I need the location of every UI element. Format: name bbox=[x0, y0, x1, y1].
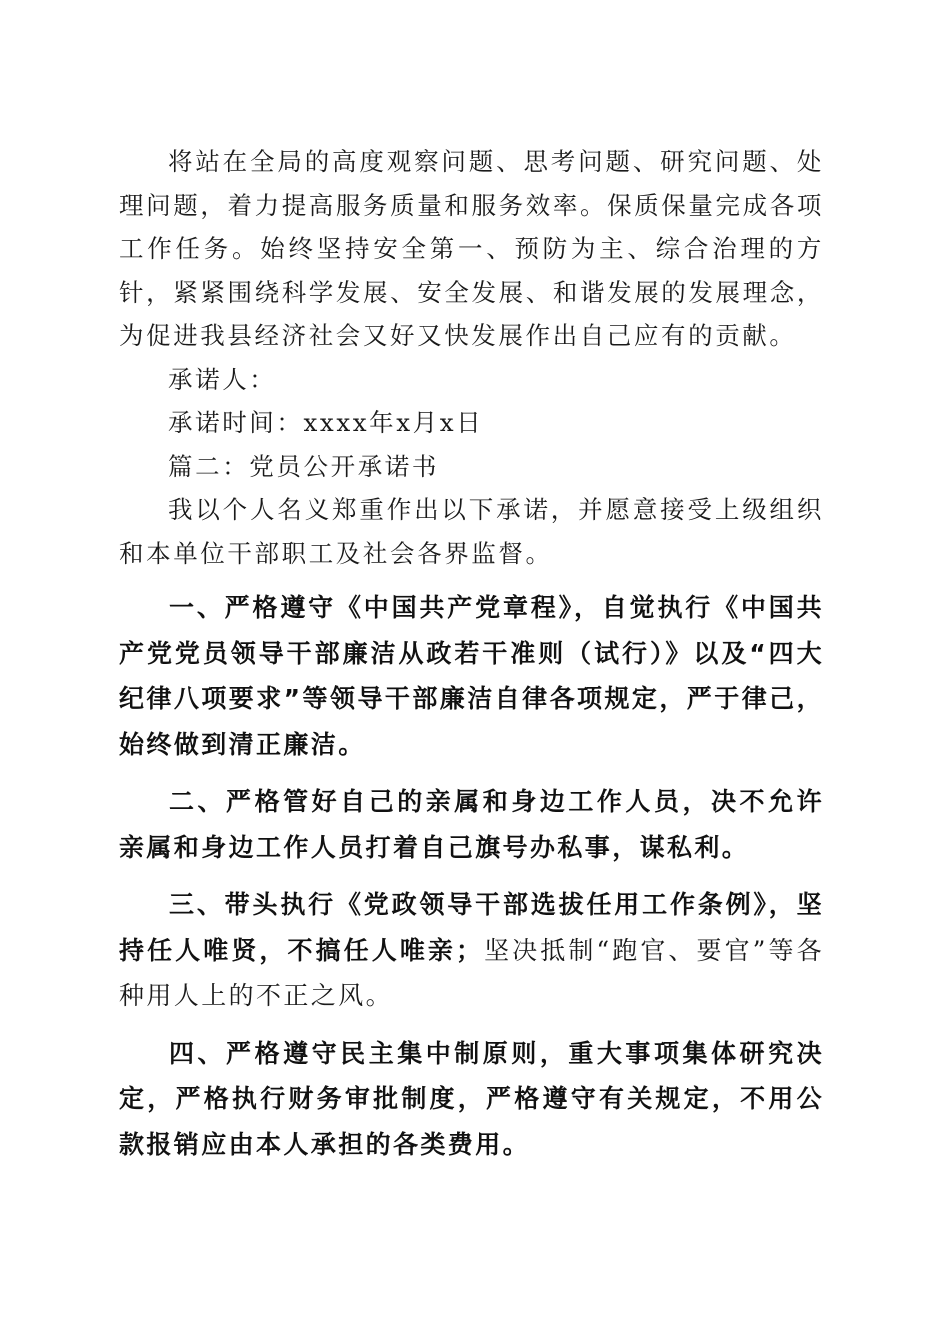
section-heading: 篇二：党员公开承诺书 bbox=[168, 451, 439, 481]
paragraph-item-1: 一、严格遵守《中国共产党章程》，自觉执行《中国共产党党员领导干部廉洁从政若干准则（试行）》以及“四大纪律八项要求”等领导干部廉洁自律各项规定，严于律己，始终做到清正廉洁。 bbox=[119, 593, 824, 759]
paragraph-service-commitment: 将站在全局的高度观察问题、思考问题、研究问题、处理问题，着力提高服务质量和服务效率。保质保量完成各项工作任务。始终坚持安全第一、预防为主、综合治理的方针，紧紧围绕科学发展、安全发展、和谐发展的发展理念，为促进我县经济社会又好又快发展作出自己应有的贡献。 bbox=[119, 147, 824, 350]
promise-date: 承诺时间：xxxx年x月x日 bbox=[168, 408, 484, 437]
promisor-label: 承诺人： bbox=[168, 364, 277, 394]
document-body bbox=[119, 140, 824, 1167]
paragraph-intro: 我以个人名义郑重作出以下承诺，并愿意接受上级组织和本单位干部职工及社会各界监督。 bbox=[119, 495, 824, 568]
paragraph-item-4: 四、严格遵守民主集中制原则，重大事项集体研究决定，严格执行财务审批制度，严格遵守有关规定，不用公款报销应由本人承担的各类费用。 bbox=[119, 1038, 824, 1159]
paragraph-item-3-bold: 三、带头执行《党政领导干部选拔任用工作条例》，坚持任人唯贤，不搞任人唯亲； bbox=[119, 890, 824, 965]
paragraph-item-2: 二、严格管好自己的亲属和身边工作人员，决不允许亲属和身边工作人员打着自己旗号办私事，谋私利。 bbox=[119, 787, 824, 862]
paragraph-item-3 bbox=[119, 882, 824, 1019]
paragraph-item-3-light: 坚决抵制“跑官、要官”等各种用人上的不正之风。 bbox=[119, 935, 825, 1010]
